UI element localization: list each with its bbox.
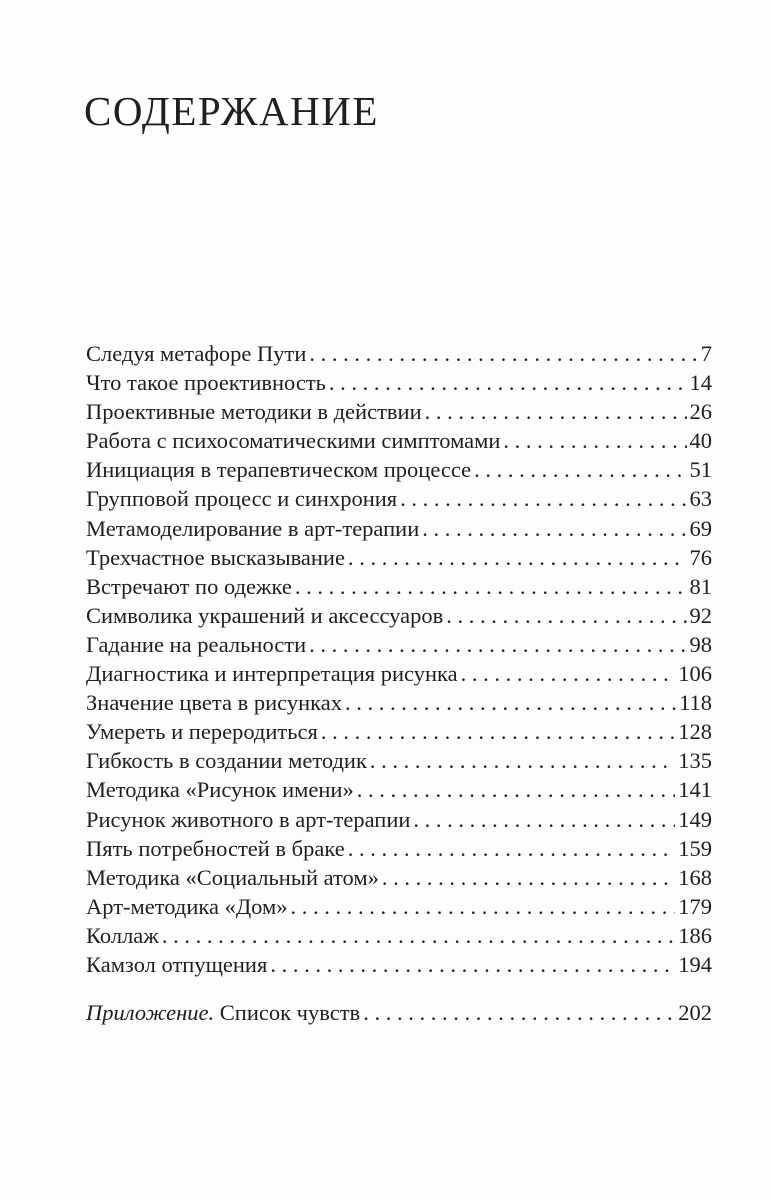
toc-entry <box>86 805 712 834</box>
toc-entry-page: 106 <box>678 661 712 687</box>
toc-entry-title: Групповой процесс и синхрония <box>86 486 398 512</box>
toc-entry <box>86 368 712 397</box>
toc-entry <box>86 659 712 688</box>
toc-entry <box>86 921 712 950</box>
dot-leader <box>309 630 686 659</box>
appendix-entry <box>86 998 712 1027</box>
toc-entry <box>86 455 712 484</box>
toc-entry <box>86 543 712 572</box>
toc-entry-title: Коллаж <box>86 922 159 948</box>
toc-entry-page: 135 <box>678 748 712 774</box>
toc-entry-page: 202 <box>678 1000 712 1025</box>
toc-entry-title: Работа с психосоматическими симптомами <box>86 428 501 454</box>
toc-entry-page: 7 <box>700 341 712 366</box>
toc-entry <box>86 863 712 892</box>
toc-entry-page: 118 <box>679 690 712 716</box>
dot-leader <box>357 775 676 804</box>
toc-entry <box>86 630 712 659</box>
dot-leader <box>321 717 675 746</box>
toc-entry-page: 76 <box>689 544 712 570</box>
toc-entry-title: Следуя метафоре Пути <box>86 341 307 366</box>
toc-entry <box>86 717 712 746</box>
dot-leader <box>270 950 675 979</box>
toc-entry <box>86 514 712 543</box>
toc-entry-title <box>86 998 360 1027</box>
toc-entry-title: Метамоделирование в арт-терапии <box>86 515 420 541</box>
toc-entry <box>86 688 712 717</box>
toc-entry-title: Что такое проективность <box>86 370 326 396</box>
dot-leader <box>503 426 686 455</box>
toc-entry-title: Гибкость в создании методик <box>86 748 367 774</box>
dot-leader <box>162 921 675 950</box>
table-of-contents <box>86 339 712 979</box>
toc-entry <box>86 746 712 775</box>
dot-leader <box>370 746 675 775</box>
toc-entry-title: Проективные методики в действии <box>86 399 422 425</box>
toc-entry <box>86 426 712 455</box>
dot-leader <box>295 572 687 601</box>
toc-entry-page: 51 <box>689 457 712 483</box>
toc-entry-title: Пять потребностей в браке <box>86 835 345 861</box>
toc-entry-title: Умереть и переродиться <box>86 719 318 745</box>
toc-entry-title: Гадание на реальности <box>86 631 307 657</box>
dot-leader <box>461 659 676 688</box>
toc-entry-page: 81 <box>689 573 712 599</box>
toc-entry <box>86 775 712 804</box>
dot-leader <box>413 805 675 834</box>
toc-entry-page: 98 <box>689 631 712 657</box>
toc-entry <box>86 397 712 426</box>
toc-entry-title: Арт-методика «Дом» <box>86 893 288 919</box>
toc-entry-page: 69 <box>689 515 712 541</box>
toc-entry-page: 63 <box>689 486 712 512</box>
dot-leader <box>345 688 676 717</box>
toc-entry-page: 128 <box>678 719 712 745</box>
dot-leader <box>446 601 686 630</box>
toc-entry-page: 159 <box>678 835 712 861</box>
toc-entry-title: Значение цвета в рисунках <box>86 690 342 716</box>
toc-entry-page: 40 <box>689 428 712 454</box>
appendix-prefix: Приложение. <box>86 1000 215 1025</box>
toc-entry-page: 194 <box>678 951 712 977</box>
dot-leader <box>291 892 676 921</box>
toc-entry-title: Встречают по одежке <box>86 573 292 599</box>
toc-entry-title: Диагностика и интерпретация рисунка <box>86 661 458 687</box>
dot-leader <box>348 834 676 863</box>
toc-entry-title: Рисунок животного в арт-терапии <box>86 806 411 832</box>
toc-entry-page: 14 <box>689 370 712 396</box>
dot-leader <box>425 397 687 426</box>
toc-entry <box>86 601 712 630</box>
toc-entry <box>86 998 712 1027</box>
appendix-title: Список чувств <box>214 1000 361 1025</box>
toc-entry <box>86 484 712 513</box>
toc-entry-page: 141 <box>678 777 712 803</box>
dot-leader <box>474 455 686 484</box>
toc-entry-title: Камзол отпущения <box>86 951 268 977</box>
dot-leader <box>348 543 687 572</box>
dot-leader <box>309 339 697 368</box>
toc-entry-page: 179 <box>678 893 712 919</box>
toc-entry-title: Трехчастное высказывание <box>86 544 345 570</box>
dot-leader <box>363 998 675 1027</box>
toc-entry-title: Методика «Социальный атом» <box>86 864 379 890</box>
dot-leader <box>382 863 675 892</box>
toc-entry <box>86 572 712 601</box>
toc-entry-page: 186 <box>678 922 712 948</box>
toc-entry-page: 168 <box>678 864 712 890</box>
toc-entry-title: Методика «Рисунок имени» <box>86 777 354 803</box>
toc-entry <box>86 339 712 368</box>
page-title: СОДЕРЖАНИЕ <box>84 88 379 134</box>
toc-entry-page: 149 <box>678 806 712 832</box>
dot-leader <box>329 368 687 397</box>
toc-entry-page: 26 <box>689 399 712 425</box>
toc-entry <box>86 892 712 921</box>
toc-entry-page: 92 <box>689 602 712 628</box>
toc-entry-title: Инициация в терапевтическом процессе <box>86 457 472 483</box>
dot-leader <box>422 514 686 543</box>
toc-entry <box>86 834 712 863</box>
toc-entry <box>86 950 712 979</box>
dot-leader <box>400 484 686 513</box>
toc-entry-title: Символика украшений и аксессуаров <box>86 602 444 628</box>
